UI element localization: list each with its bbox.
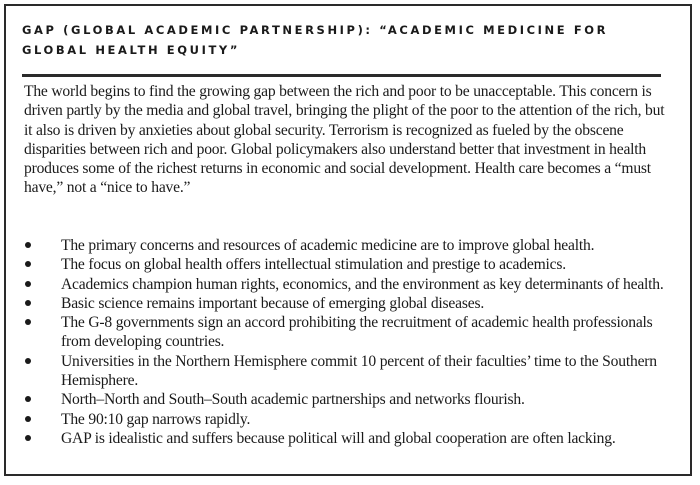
list-item (24, 390, 674, 409)
bullet-icon (25, 261, 31, 267)
box-title: GAP (GLOBAL ACADEMIC PARTNERSHIP): “ACADEMIC MEDICINE FOR GLOBAL HEALTH EQUITY” (22, 23, 609, 57)
bullet-icon (25, 396, 31, 402)
title-divider (22, 74, 661, 77)
list-item-text: Universities in the Northern Hemisphere commit 10 percent of their faculties’ time to the Southern Hemisphere. (61, 352, 657, 390)
list-item-text: The primary concerns and resources of academic medicine are to improve global health. (61, 237, 595, 254)
list-item (24, 429, 674, 448)
list-item (24, 352, 674, 391)
bullet-icon (25, 358, 31, 364)
bullet-icon (25, 300, 31, 306)
list-item (24, 255, 674, 274)
list-item (24, 275, 674, 294)
list-item-text: GAP is idealistic and suffers because political will and global cooperation are often lacking. (61, 429, 616, 447)
list-item-text: Academics champion human rights, economics, and the environment as key determinants of health. (61, 275, 664, 293)
bullet-icon (25, 435, 31, 441)
list-item-text: The focus on global health offers intellectual stimulation and prestige to academics. (61, 256, 566, 274)
list-item (24, 236, 674, 255)
bullet-icon (25, 281, 31, 287)
list-item-text: The 90:10 gap narrows rapidly. (61, 410, 251, 428)
intro-paragraph: The world begins to find the growing gap between the rich and poor to be unacceptable. This concern is driven partly by the media and global travel, bringing the plight of the poor to the attention of the rich, but it also is driven by anxieties about global security. Terrorism is recognized as fueled by the obscene disparities between rich and poor. Global policymakers also understand better that investment in health produces some of the richest returns in economic and social development. Health care becomes a “must have,” not a “nice to have.” (24, 83, 665, 197)
bullet-icon (25, 416, 31, 422)
list-item-text: North–North and South–South academic partnerships and networks flourish. (61, 391, 525, 409)
list-item (24, 294, 674, 313)
list-item (24, 410, 674, 429)
bullet-icon (25, 242, 31, 248)
list-item (24, 313, 674, 352)
sidebar-box (4, 4, 692, 476)
bullet-list (24, 236, 674, 448)
list-item-text: The G-8 governments sign an accord prohibiting the recruitment of academic health professionals from developing countries. (61, 314, 653, 351)
list-item-text: Basic science remains important because of emerging global diseases. (61, 294, 485, 312)
bullet-icon (25, 319, 31, 325)
